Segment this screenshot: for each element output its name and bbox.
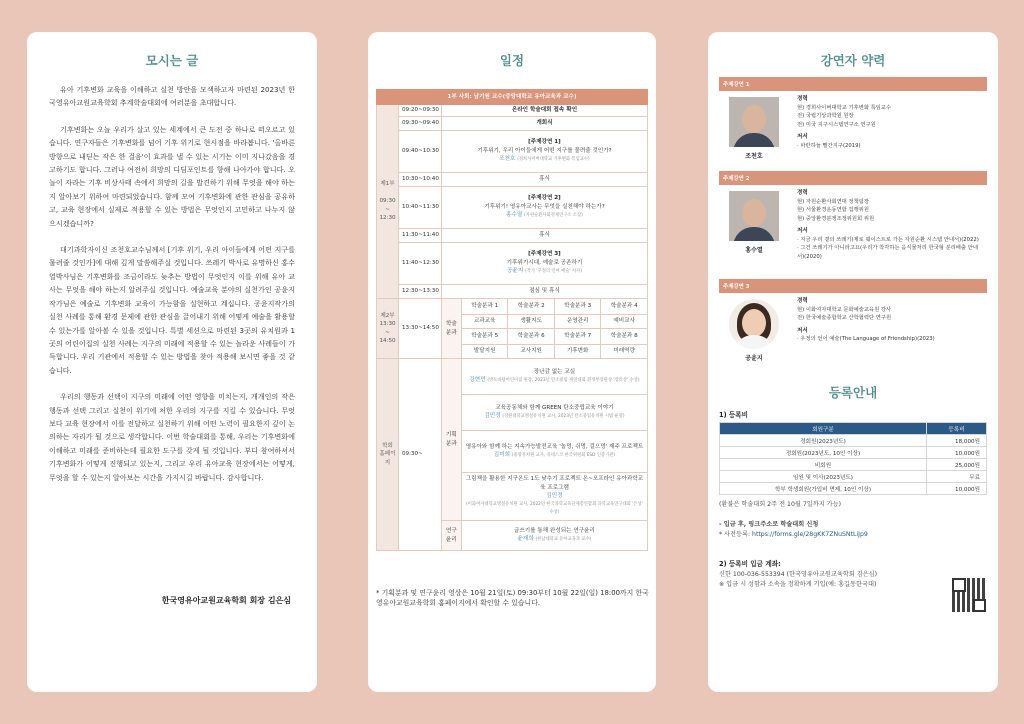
speaker-photo — [729, 191, 779, 241]
invitation-title: 모시는 글 — [145, 53, 199, 68]
row-text: 온라인 학술대회 접속 확인 — [441, 105, 647, 117]
part3-time: 09:30~ — [399, 359, 442, 551]
speaker-photo — [729, 299, 779, 349]
session-cell: 기후변화 — [554, 345, 600, 359]
speaker-career: 경력 현) 경희사이버대학교 기후변화 특임교수 전) 국립기상과학원 원장 전) 미국 지구시스템연구소 연구원 저서 · 파란하늘 빨간지구(2019) — [797, 96, 892, 149]
speaker-section: 주제강연 3 — [719, 279, 987, 293]
part1-label: 제1부 09:30 ~ 12:30 — [377, 105, 399, 299]
table-row: 학부 학생회원(가입비 면제, 10인 이상) 10,000원 — [720, 483, 987, 495]
signature: 한국영유아교원교육학회 회장 김은심 — [161, 596, 291, 605]
schedule-panel — [368, 32, 656, 692]
row-text: 휴식 — [441, 229, 647, 243]
session-cell: 미래역량 — [601, 345, 648, 359]
row-time: 09:30~09:40 — [399, 117, 442, 131]
paragraph: 우리의 행동과 선택이 지구의 미래에 어떤 영향을 미치는지, 개개인의 작은 행동과 선택 그리고 실천이 위기에 처한 우리의 지구를 지킬 수 있습니다. 무엇보다 교육 현장에서 이를 전달하고 실천하기 위해 어떤 노력이 필요한지 깊이 논의하는 자리가 될 것으로 생각합니다. 이번 학술대회를 통해, 우리는 기후변화에 이해하고 미래를 준비하는데 필요한 도구를 갖게 될 것입니다. 부디 참여하셔서 기후변화가 어떻게 진행되고 있는지, 그리고 우리 유아교육 현장에서는 어떻게, 무엇을 할 수 있는지 알아보는 시간을 가지시길 바랍니다. 감사합니다. — [49, 392, 295, 482]
session-cell: 학술분과 2 — [508, 299, 554, 315]
planning-item: 장난감 없는 교실 강현민 (방포바탕어린이집 원장, 2023년 탄소중립 경연대회 환경부장관상 '장려상' 수상) — [461, 359, 647, 395]
ethics-item: 글쓰기를 통해 완성되는 연구윤리 윤재희 (한남대학교 유아교육과 교수) — [461, 521, 647, 551]
account-label: 2) 등록비 입금 계좌: — [719, 560, 781, 568]
schedule-header: 1부 사회: 남기원 교수(중앙대학교 유아교육과 교수) — [377, 90, 648, 105]
row-text: 점심 및 휴식 — [441, 285, 647, 299]
fee-label: 1) 등록비 — [719, 411, 749, 419]
row-time: 11:40~12:30 — [399, 243, 442, 285]
session-cell: 학술분과 7 — [554, 329, 600, 345]
session-cell: 교사지원 — [508, 345, 554, 359]
row-time: 10:40~11:30 — [399, 187, 442, 229]
schedule-note: * 기획분과 및 연구윤리 영상은 10월 21일(토) 09:30부터 10월 22일(일) 18:00까지 한국영유아교원교육학회 홈페이지에서 확인할 수 있습니다. — [376, 589, 649, 607]
session-cell: 발달지원 — [461, 345, 507, 359]
paragraph: 대기과학자이신 조천호교수님께서 [기후 위기, 우리 아이들에게 어떤 지구를 물려줄 것인가]에 대해 깊게 말씀해주실 것입니다. 쓰레기 박사로 유명하신 홍수열박사님은 기후변화를 조금이라도 늦추는 방법이 무엇인지 이를 위해 유아 교사는 무엇을 해야 하는지 알려주실 것입니다. 예술교육 분야의 실천가인 공윤지 작가님은 예술로 기후변화 교육이 가능함을 실현하고 계십니다. 공윤지작가의 실천 사례를 통해 환경 문제에 관한 관심을 끌어내기 위해 어떻게 예술을 활용할 수 있는가를 알아볼 수 있을 것입니다. 특별 세션으로 마련된 3곳의 유치원과 1곳의 어린이집의 실천 사례는 지구의 미래에 적용할 수 있는 놀라운 사례들이 가득합니다. 우리 기관에서 적용할 수 있는 방법을 찾아 적용해 보시면 좋을 것 같습니다. — [49, 245, 295, 375]
session-cell: 학술분과 8 — [601, 329, 648, 345]
paragraph: 기후변화는 오늘 우리가 살고 있는 세계에서 큰 도전 중 하나로 떠오르고 있습니다. 연구자들은 기후변화를 넘어 기후 위기로 현시점을 바라봅니다. '올바른 방향으로 내딛는 작은 한 걸음'이 효과를 낼 수 있는 시기는 이미 지나갔음을 경고하기도 합니다. 그러나 여전히 희망의 디딤포인트를 향해 나아가야 합니다. 오늘이 자라는 기후 비상사태 속에서 희망의 길을 발견하기 위해 무엇을 해야 하는지 알아보기 위하여 마련되었습니다. 함께 모여 기후변화에 관한 관심을 공유하고, 교육 현장에서 실제로 적용할 수 있는 방법은 무엇인지 고민하고 나누지 않으시겠습니까? — [49, 124, 295, 228]
academic-label: 학술분과 — [441, 299, 461, 359]
speaker-photo — [729, 97, 779, 147]
planning-item: 그림책을 활용한 지구온도 1도 낮추기 프로젝트 온~오프라인 유아과학교육 프로그램 김민정 (이화여자대학교병설유치원 교사, 2022년 한국과학교육단체총연합회 과학교육연구대회 '은상' 수상) — [461, 473, 647, 521]
speakers-title: 강연자 약력 — [820, 53, 886, 68]
row-time: 09:20~09:30 — [399, 105, 442, 117]
invitation-letter — [27, 77, 317, 484]
part2-time: 13:30~14:50 — [399, 299, 442, 359]
session-cell: 학술분과 5 — [461, 329, 507, 345]
account-number: 신한 100-036-553394 (한국영유아교원교육학회 김은심) — [719, 571, 878, 578]
planning-item: 교육공동체와 함께 GREEN 탄소중립교육 이야기 김민정 (강원대학교병설유치원 교사, 2023년 탄소중립유치원 시범 운영) — [461, 395, 647, 431]
signup-link-row: * 사전등록: https://forms.gle/28gKK7ZNuSNtLiJp9 — [719, 531, 868, 538]
speaker-name: 공윤지 — [745, 355, 763, 362]
invitation-panel — [27, 32, 317, 692]
refund-note: (환불은 학술대회 2주 전 10월 7일까지 가능) — [719, 501, 842, 508]
speaker-name: 조천호 — [745, 153, 763, 160]
part2-label: 제2부 13:30 ~ 14:50 — [377, 299, 399, 359]
lecture-1: [주제강연 1] 기후위기, 우리 아이들에게 어떤 지구를 물려줄 것인가? 조천호 (경희사이버대학교 기후변화 특임교수) — [441, 131, 647, 173]
row-time: 09:40~10:30 — [399, 131, 442, 173]
registration-title: 등록안내 — [828, 385, 878, 400]
table-row: 임원 및 이사(2023년도) 무료 — [720, 471, 987, 483]
lecture-2: [주제강연 2] 기후위기! 영유아교사는 무엇을 실천해야 하는가? 홍수열 (자원순환사회경제연구소 소장) — [441, 187, 647, 229]
table-row: 비회원 25,000원 — [720, 459, 987, 471]
qr-code-icon[interactable] — [952, 578, 986, 612]
speakers-panel — [708, 32, 998, 692]
table-row: 정회원(2023년도) 18,000원 — [720, 435, 987, 447]
speaker-card — [719, 293, 987, 373]
schedule-table — [376, 89, 648, 551]
planning-label: 기획분과 — [441, 359, 461, 521]
row-text: 휴식 — [441, 173, 647, 187]
session-cell: 학술분과 6 — [508, 329, 554, 345]
fee-table — [719, 422, 987, 495]
speaker-career: 경력 현) 이화여자대학교 문화예술교육원 강사 전) 한국예술종합학교 산학협력단 연구원 저서 · 우정의 언어 예술(The Language of Friendship)(2023) — [797, 298, 935, 342]
session-cell: 학술분과 3 — [554, 299, 600, 315]
payment-note: ※ 입금 시 성함과 소속을 정확하게 기입(예: 홍길동한국대) — [719, 581, 877, 588]
speaker-name: 홍수열 — [745, 247, 763, 254]
signup-link[interactable]: https://forms.gle/28gKK7ZNuSNtLiJp9 — [752, 531, 868, 538]
session-cell: 교과교육 — [461, 315, 507, 329]
fee-header: 회원구분 — [720, 423, 927, 435]
lecture-3: [주제강연 3] 기후위기시대, 예술로 공존하기 공윤지 (작가 '우정의 언어 예술' 저자) — [441, 243, 647, 285]
paragraph: 유아 기후변화 교육을 이해하고 실천 방안을 모색하고자 마련된 2023년 한국영유아교원교육학회 추계학술대회에 여러분을 초대합니다. — [49, 85, 295, 108]
row-time: 10:30~10:40 — [399, 173, 442, 187]
ethics-label: 연구윤리 — [441, 521, 461, 551]
speaker-card — [719, 185, 987, 279]
speaker-section: 주제강연 1 — [719, 77, 987, 91]
session-cell: 학술분과 4 — [601, 299, 648, 315]
session-cell: 예비교사 — [601, 315, 648, 329]
part3-label: 학회 홈페이지 — [377, 359, 399, 551]
session-cell: 운영관리 — [554, 315, 600, 329]
planning-item: 영유아와 함께 하는 지속가능발전교육 '놀멍, 쉬멍, 걸으멍' 제주 프로젝트 김미희 (중앙유치원 교사, 유네스코 한국위원회 ESD 인증기관) — [461, 431, 647, 473]
signup-instruction: - 입금 후, 링크주소로 학술대회 신청 — [719, 521, 819, 528]
row-time: 11:30~11:40 — [399, 229, 442, 243]
fee-header: 등록비 — [927, 423, 987, 435]
row-text: 개회식 — [441, 117, 647, 131]
table-row: 정회원(2023년도, 10인 이상) 10,000원 — [720, 447, 987, 459]
speaker-card — [719, 91, 987, 171]
speaker-section: 주제강연 2 — [719, 171, 987, 185]
schedule-title: 일정 — [499, 53, 525, 68]
row-time: 12:30~13:30 — [399, 285, 442, 299]
speaker-career: 경력 현) 자원순환사회연대 정책팀장 현) 서울환경운동연합 집행위원 현) 중앙환경분쟁조정위원회 위원 저서 · 지금 우리 곁의 쓰레기(제로 웨이스트로 가는 자원순환 시스템 안내서)(2022) · 그건 쓰레기가 아니라고요(우리가 착각하는 음식물처리 한국형 분리배출 안내서)(2020) — [797, 190, 979, 260]
session-cell: 생활지도 — [508, 315, 554, 329]
session-cell: 학술분과 1 — [461, 299, 507, 315]
